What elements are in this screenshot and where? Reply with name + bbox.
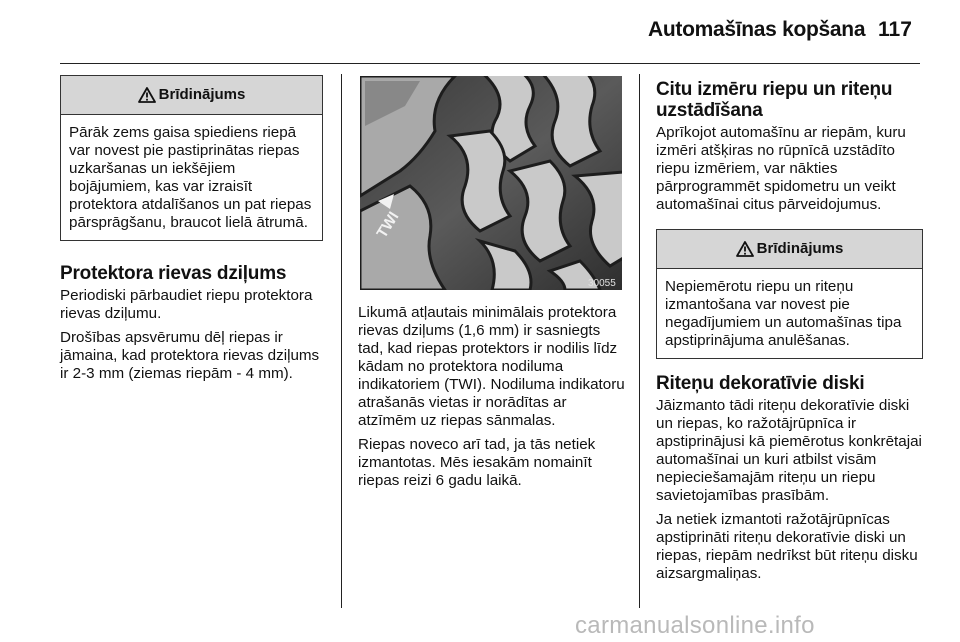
- figure-number: 30055: [588, 278, 616, 289]
- paragraph: Likumā atļautais minimālais protektora rievas dziļums (1,6 mm) ir sasniegts tad, kad riepas protektors ir nodilis līdz kādam no protektora nodiluma indikatoriem (TWI). Nodiluma indikatoru atrašanās vietas ir norādītas ar atzīmēm uz riepas sānmalas.: [358, 304, 625, 429]
- warning-box: [656, 229, 923, 359]
- warning-label: Brīdinājums: [756, 240, 844, 257]
- paragraph: Ja netiek izmantoti ražotājrūpnīcas apstiprināti riteņu dekoratīvie diski un riepas, riepām nedrīkst būt riteņu disku aizsargmaliņas.: [656, 511, 918, 582]
- section-heading: Riteņu dekoratīvie diski: [656, 373, 865, 394]
- chapter-title: Automašīnas kopšana: [648, 18, 866, 41]
- page-number: 117: [878, 18, 912, 41]
- column-divider-2: [639, 74, 640, 608]
- watermark: carmanualsonline.info: [575, 612, 815, 639]
- warning-label: Brīdinājums: [158, 86, 246, 103]
- middle-column: [358, 304, 626, 496]
- paragraph: Jāizmanto tādi riteņu dekoratīvie diski un riepas, ko ražotājrūpnīca ir apstiprinājusi kā piemērotus konkrētajai automašīnai un kuri atbilst visām nepieciešamajām riteņu un riepu savietojamības prasībām.: [656, 397, 922, 504]
- section-heading: Protektora rievas dziļums: [60, 263, 287, 284]
- warning-triangle-icon: [138, 87, 156, 103]
- right-column: [656, 79, 923, 589]
- section-heading: Citu izmēru riepu un riteņu uzstādīšana: [656, 79, 893, 121]
- warning-header: [657, 230, 922, 269]
- tire-tread-figure: [360, 76, 622, 290]
- paragraph: Drošības apsvērumu dēļ riepas ir jāmaina, kad protektora rievas dziļums ir 2-3 mm (ziemas riepām - 4 mm).: [60, 329, 320, 382]
- left-column: [60, 75, 323, 389]
- column-divider-1: [341, 74, 342, 608]
- paragraph: Periodiski pārbaudiet riepu protektora rievas dziļumu.: [60, 287, 313, 322]
- warning-box: [60, 75, 323, 241]
- paragraph: Aprīkojot automašīnu ar riepām, kuru izmēri atšķiras no rūpnīcā uzstādīto riepu izmēriem, var nākties pārprogrammēt spidometru un veikt automašīnai citus pārveidojumus.: [656, 124, 906, 213]
- header-rule: [60, 63, 920, 64]
- warning-text: Pārāk zems gaisa spiediens riepā var novest pie pastiprinātas riepas uzkaršanas un iekšējiem bojājumiem, kas var izraisīt protektora atdalīšanos un pat riepas pārsprāgšanu, braucot lielā ātrumā.: [69, 124, 312, 231]
- twi-label: TWI: [373, 208, 403, 242]
- warning-text: Nepiemērotu riepu un riteņu izmantošana var novest pie negadījumiem un automašīnas tipa apstiprinājuma anulēšanas.: [665, 278, 902, 349]
- warning-header: [61, 76, 322, 115]
- paragraph: Riepas noveco arī tad, ja tās netiek izmantotas. Mēs iesakām nomainīt riepas reizi 6 gadu laikā.: [358, 436, 596, 489]
- warning-triangle-icon: [736, 241, 754, 257]
